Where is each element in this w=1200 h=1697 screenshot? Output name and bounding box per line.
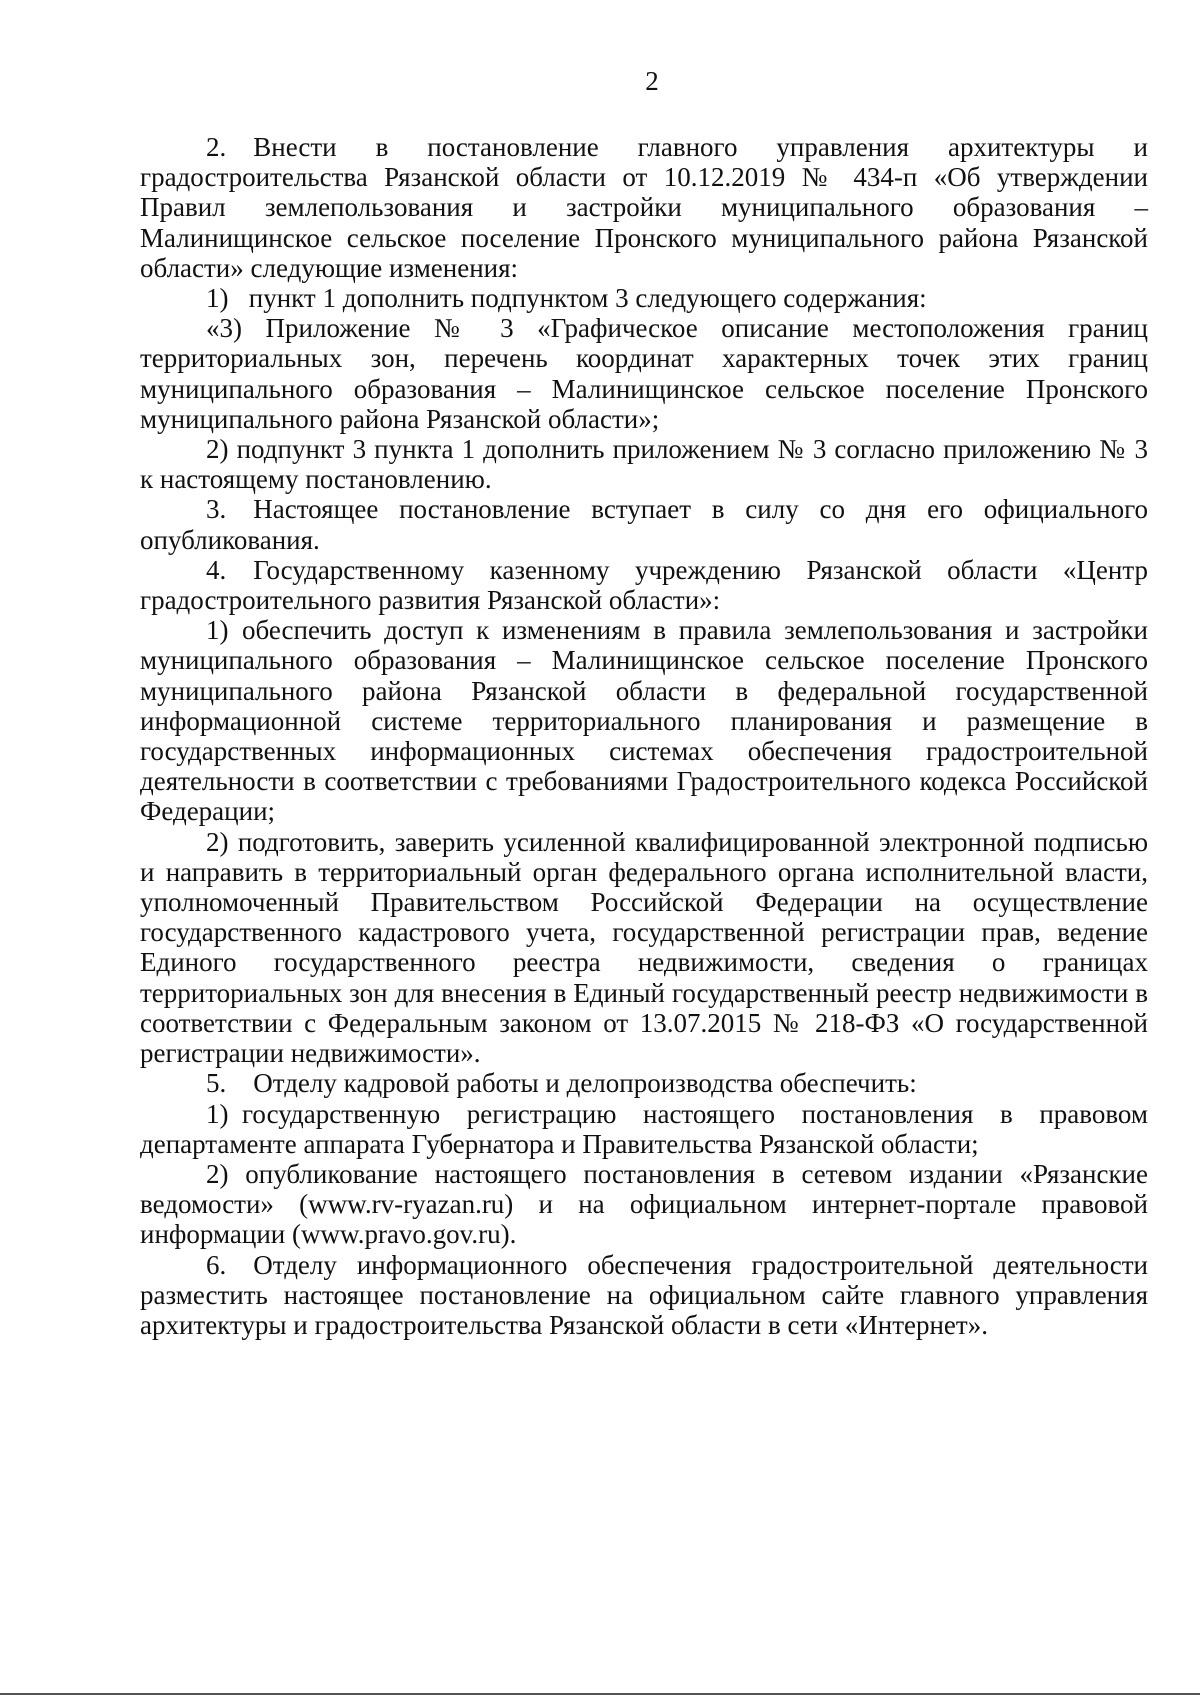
- paragraph-appendix-3: «3) Приложение № 3 «Графическое описание местоположения границ территориальных зон, перечень координат характерных точек этих границ муниципального образования – Малинищинское сельское поселение Пронского муниципального района Рязанской области»;: [140, 313, 1148, 434]
- paragraph-item-6: 6. Отделу информационного обеспечения градостроительной деятельности разместить настоящее постановление на официальном сайте главного управления архитектуры и градостроительства Рязанской области в сети «Интернет».: [140, 1249, 1148, 1340]
- paragraph-sub-5-1: 1) государственную регистрацию настоящего постановления в правовом департаменте аппарата Губернатора и Правительства Рязанской области;: [140, 1098, 1148, 1159]
- page-bottom-edge: [0, 1693, 1200, 1695]
- page-number: 2: [645, 66, 659, 96]
- document-body: [140, 132, 1148, 1340]
- paragraph-sub-4-2: 2) подготовить, заверить усиленной квалифицированной электронной подписью и направить в территориальный орган федерального органа исполнительной власти, уполномоченный Правительством Российской Федерации на осуществление государственного кадастрового учета, государственной регистрации прав, ведение Единого государственного реестра недвижимости, сведения о границах территориальных зон для внесения в Единый государственный реестр недвижимости в соответствии с Федеральным законом от 13.07.2015 № 218-ФЗ «О государственной регистрации недвижимости».: [140, 826, 1148, 1069]
- paragraph-sub-5-2: 2) опубликование настоящего постановления в сетевом издании «Рязанские ведомости» (www.rv-ryazan.ru) и на официальном интернет-портале правовой информации (www.pravo.gov.ru).: [140, 1158, 1148, 1250]
- paragraph-item-2: 2. Внести в постановление главного управления архитектуры и градостроительства Рязанской области от 10.12.2019 № 434-п «Об утверждении Правил землепользования и застройки муниципального образования – Малинищинское сельское поселение Пронского муниципального района Рязанской области» следующие изменения:: [140, 132, 1148, 283]
- paragraph-sub-2-1: 1) пункт 1 дополнить подпунктом 3 следующего содержания:: [206, 283, 927, 314]
- paragraph-sub-2-2: 2) подпункт 3 пункта 1 дополнить приложением № 3 согласно приложению № 3 к настоящему постановлению.: [140, 434, 1148, 495]
- paragraph-item-5: 5. Отделу кадровой работы и делопроизводства обеспечить:: [206, 1068, 917, 1099]
- paragraph-item-3: 3. Настоящее постановление вступает в силу со дня его официального опубликования.: [140, 494, 1148, 555]
- paragraph-sub-4-1: 1) обеспечить доступ к изменениям в правила землепользования и застройки муниципального образования – Малинищинское сельское поселение Пронского муниципального района Рязанской области в федеральной государственной информационной системе территориального планирования и размещение в государственных информационных системах обеспечения градостроительной деятельности в соответствии с требованиями Градостроительного кодекса Российской Федерации;: [140, 615, 1148, 827]
- paragraph-item-4: 4. Государственному казенному учреждению Рязанской области «Центр градостроительного развития Рязанской области»:: [140, 554, 1148, 616]
